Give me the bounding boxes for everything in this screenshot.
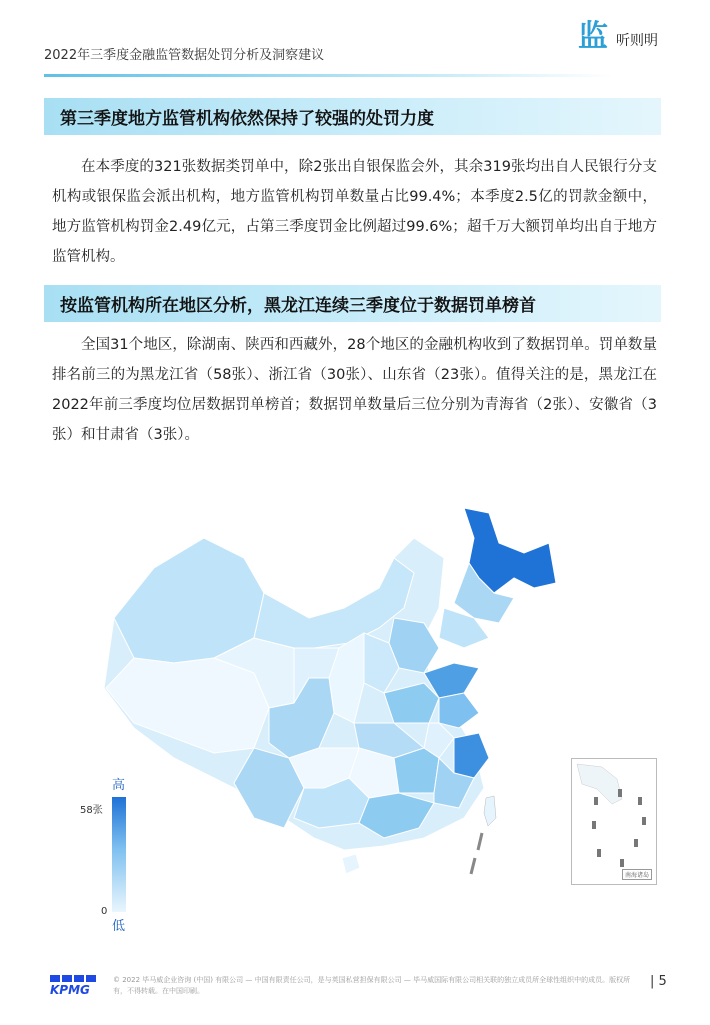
legend-high-label: 高 <box>112 778 126 793</box>
inset-boundary-mark <box>634 839 638 847</box>
header-rule <box>44 74 614 77</box>
legend-color-scale <box>112 797 126 912</box>
brand-name: 听则明 <box>616 33 658 49</box>
inset-boundary-mark <box>638 797 642 805</box>
region-tibet <box>106 658 269 753</box>
inset-boundary-mark <box>594 797 598 805</box>
page-number: | 5 <box>650 974 667 989</box>
section-heading-2-text: 按监管机构所在地区分析，黑龙江连续三季度位于数据罚单榜首 <box>60 296 536 316</box>
legend-min-value: 0 <box>101 906 108 917</box>
kpmg-logo <box>50 975 98 997</box>
sea-boundary-mark <box>471 858 475 874</box>
china-choropleth-map <box>94 498 564 878</box>
page-header-title: 2022年三季度金融监管数据处罚分析及洞察建议 <box>44 48 325 63</box>
region-taiwan <box>484 796 496 826</box>
inset-coast <box>577 764 622 804</box>
legend-max-value: 58张 <box>80 805 103 816</box>
south-china-sea-inset <box>571 758 657 885</box>
section-heading-1 <box>44 98 661 135</box>
section-heading-1-text: 第三季度地方监管机构依然保持了较强的处罚力度 <box>60 109 434 129</box>
kpmg-logo-bars <box>50 975 98 982</box>
kpmg-logo-word: KPMG <box>50 983 90 997</box>
inset-boundary-mark <box>592 821 596 829</box>
section-heading-2 <box>44 285 661 322</box>
region-hainan <box>342 854 360 874</box>
section-body-1: 在本季度的321张数据类罚单中，除2张出自银保监会外，其余319张均出自人民银行分支机构或银保监会派出机构，地方监管机构罚单数量占比99.4%；本季度2.5亿的罚款金额中，地方监管机构罚金2.49亿元，占第三季度罚金比例超过99.6%；超千万大额罚单均出自于地方监管机构。 <box>52 159 657 265</box>
inset-boundary-mark <box>597 849 601 857</box>
inset-boundary-mark <box>620 859 624 867</box>
brand-mark: 监 <box>578 19 608 54</box>
inset-svg <box>572 759 656 884</box>
legend-low-label: 低 <box>112 919 126 934</box>
region-jiangsu <box>439 693 479 728</box>
footer-legal-text: © 2022 毕马威企业咨询 (中国) 有限公司 — 中国有限责任公司，是与英国私营担保有限公司 — 毕马威国际有限公司相关联的独立成员所全球性组织中的成员。版权所有，不得转载。在中国印刷。 <box>113 976 631 995</box>
section-body-2: 全国31个地区，除湖南、陕西和西藏外，28个地区的金融机构收到了数据罚单。罚单数量排名前三的为黑龙江省（58张）、浙江省（30张）、山东省（23张）。值得关注的是，黑龙江在2022年前三季度均位居数据罚单榜首；数据罚单数量后三位分别为青海省（2张）、安徽省（3张）和甘肃省（3张）。 <box>52 337 657 443</box>
brand <box>578 19 658 54</box>
region-zhejiang <box>454 733 489 778</box>
inset-label: 南海诸岛 <box>622 869 652 880</box>
sea-boundary-mark <box>478 833 482 850</box>
map-svg <box>94 498 564 878</box>
inset-boundary-mark <box>618 789 622 797</box>
inset-boundary-mark <box>642 817 646 825</box>
